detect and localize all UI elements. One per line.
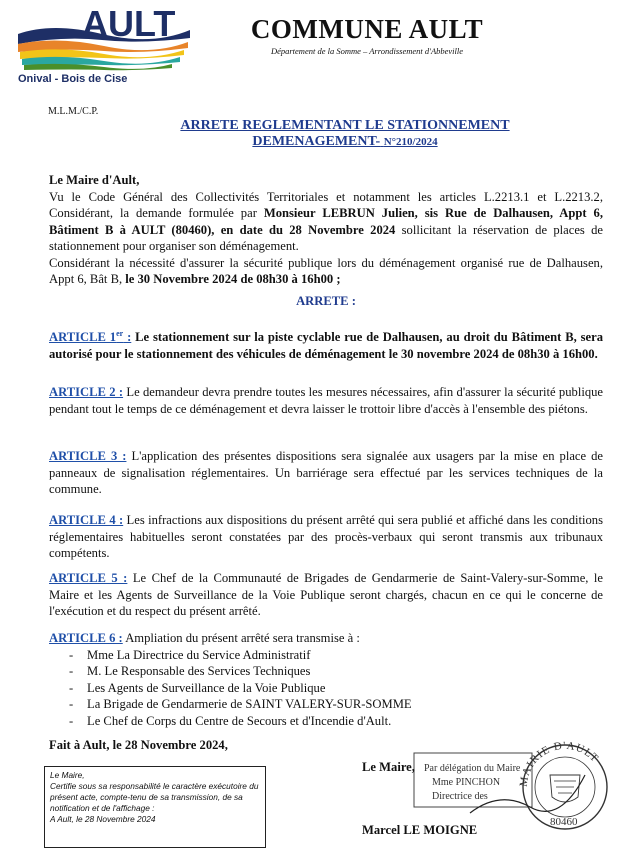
seal-text: MAIRIE D'AULT xyxy=(517,739,601,788)
svg-text:MAIRIE D'AULT xyxy=(518,740,601,788)
decree-title-text: DEMENAGEMENT- xyxy=(252,134,381,149)
article-1 xyxy=(49,326,603,362)
certification-title: Le Maire, xyxy=(50,770,85,780)
certification-box xyxy=(44,766,266,848)
article-1-text: Le stationnement sur la piste cyclable rue de Dalhausen, au droit du Bâtiment B, sera autorisé pour le stationnement des véhicules de déménagement le 30 novembre 2024 de 08h30 à 16h00. xyxy=(49,330,603,361)
distribution-list xyxy=(49,647,603,730)
article-4-text: Les infractions aux dispositions du présent arrêté qui sera publié et affiché dans les conditions réglementaires habituelles seront constatées par des procès-verbaux qui seront transmis aux tribunaux compétents. xyxy=(49,513,603,560)
decree-title-line2 xyxy=(80,134,610,150)
delegation-stamp-and-seal xyxy=(410,735,620,835)
preamble-vu: Vu le Code Général des Collectivités Territoriales et notamment les articles L.2213.1 et L.2213.2, xyxy=(49,189,603,204)
article-3 xyxy=(49,448,603,498)
certification-date: A Ault, le 28 Novembre 2024 xyxy=(50,814,156,824)
article-4-label: ARTICLE 4 : xyxy=(49,513,124,527)
preamble-considerant-1: Considérant, la demande formulée par Monsieur LEBRUN Julien, sis Rue de Dalhausen, Appt 6, Bâtiment B à AULT (80460), en date du 28 Novembre 2024 sollicitant la réservation de places de stationnement pour organiser son déménagement. xyxy=(49,206,603,253)
preamble xyxy=(49,172,603,288)
arrete-heading: ARRETE : xyxy=(296,294,356,308)
stamp-delegation-line2: Mme PINCHON xyxy=(432,777,501,788)
seal-postcode: 80460 xyxy=(550,816,578,828)
article-5-label: ARTICLE 5 : xyxy=(49,571,128,585)
certification-text: Certifie sous sa responsabilité le caractère exécutoire du présent acte, compte-tenu de sa transmission, de sa notification et de l'affichage : xyxy=(50,781,259,813)
done-at: Fait à Ault, le 28 Novembre 2024, xyxy=(49,738,228,752)
logo-tagline: Onival - Bois de Cise xyxy=(18,73,128,85)
signatory-name: Marcel LE MOIGNE xyxy=(362,823,478,837)
logo-wordmark: AULT xyxy=(82,4,176,44)
article-3-text: L'application des présentes dispositions sera signalée aux usagers par la mise en place de panneaux de signalisation réglementaires. Un barriérage sera effectué par les services techniques de la commune. xyxy=(49,449,603,496)
article-5-text: Le Chef de la Communauté de Brigades de Gendarmerie de Saint-Valery-sur-Somme, le Maire et les Agents de Surveillance de la Voie Publique seront chargés, chacun en ce qui le concerne de l'exécution et du respect du présent arrêté. xyxy=(49,571,604,618)
commune-subtitle: Département de la Somme – Arrondissement d'Abbeville xyxy=(270,46,464,56)
list-item: - Les Agents de Surveillance de la Voie Publique xyxy=(49,680,603,697)
commune-logo xyxy=(12,4,190,86)
mayor-heading: Le Maire d'Ault, xyxy=(49,173,140,187)
list-item: - Mme La Directrice du Service Administratif xyxy=(49,647,603,664)
article-4 xyxy=(49,512,603,562)
decree-title-line1: ARRETE REGLEMENTANT LE STATIONNEMENT xyxy=(180,118,510,133)
list-item: - La Brigade de Gendarmerie de SAINT VALERY-SUR-SOMME xyxy=(49,696,603,713)
article-2-text: Le demandeur devra prendre toutes les mesures nécessaires, afin d'assurer la sécurité publique pendant tout le temps de ce déménagement et devra laisser le trottoir libre d'accès à l'ensemble des piétons. xyxy=(49,385,604,416)
reference-initials: M.L.M./C.P. xyxy=(48,106,99,117)
stamp-delegation-line1: Par délégation du Maire xyxy=(424,763,521,774)
list-item: - M. Le Responsable des Services Techniques xyxy=(49,663,603,680)
article-1-label: ARTICLE 1er : xyxy=(49,329,132,345)
article-6-text: Ampliation du présent arrêté sera transmise à : xyxy=(122,631,360,645)
article-2-label: ARTICLE 2 : xyxy=(49,385,124,399)
stamp-delegation-line3: Directrice des xyxy=(432,791,488,802)
preamble-considerant-2: Considérant la nécessité d'assurer la sécurité publique lors du déménagement organisé rue de Dalhausen, Appt 6, Bât B, le 30 Novembre 2024 de 08h30 à 16h00 ; xyxy=(49,255,603,286)
list-item: - Le Chef de Corps du Centre de Secours et d'Incendie d'Ault. xyxy=(49,713,603,730)
article-6-label: ARTICLE 6 : xyxy=(49,631,123,645)
commune-title: COMMUNE AULT xyxy=(250,14,484,44)
signature-role: Le Maire, xyxy=(362,760,415,774)
article-2 xyxy=(49,384,603,417)
article-3-label: ARTICLE 3 : xyxy=(49,449,127,463)
article-6 xyxy=(49,630,603,729)
article-5 xyxy=(49,570,603,620)
decree-number: N°210/2024 xyxy=(383,136,438,148)
